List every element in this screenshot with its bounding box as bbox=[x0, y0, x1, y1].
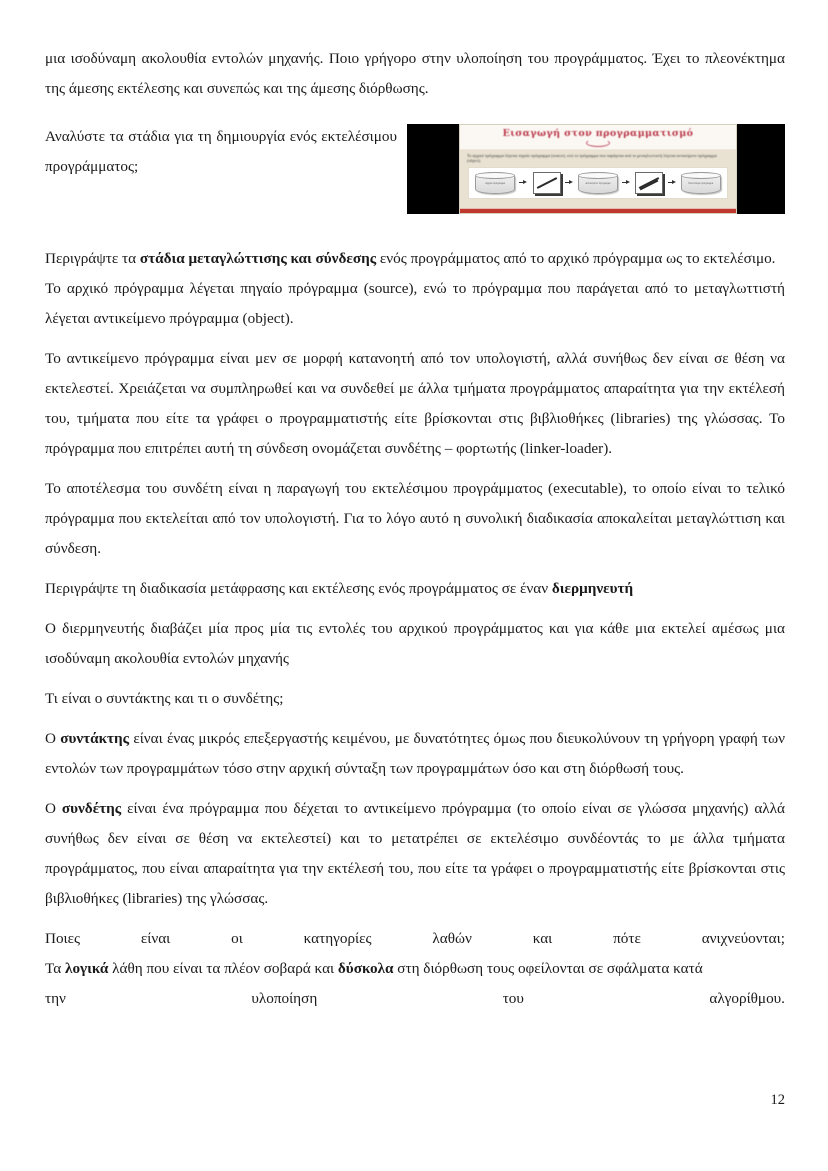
diagram-cylinder-source-label: Αρχικό πρόγραμμα bbox=[485, 181, 506, 185]
spacer bbox=[45, 334, 785, 344]
diagram-cylinder-object bbox=[578, 172, 618, 194]
page-content bbox=[45, 44, 785, 1014]
paragraph-11-lead: Ο bbox=[45, 800, 62, 817]
question-word: λαθών bbox=[432, 930, 472, 947]
letterbox-bar-left bbox=[407, 124, 459, 214]
question-word: κατηγορίες bbox=[303, 930, 372, 947]
spacer bbox=[45, 914, 785, 924]
paragraph-7-emphasis: διερμηνευτή bbox=[551, 580, 634, 597]
paragraph-3-emphasis: στάδια μεταγλώττισης και σύνδεσης bbox=[139, 250, 377, 267]
spacer bbox=[45, 604, 785, 614]
diagram-cylinder-executable-label: Εκτελέσιμο πρόγραμμα bbox=[688, 181, 714, 185]
spacer bbox=[45, 218, 785, 244]
question-word: πότε bbox=[613, 930, 641, 947]
paragraph-13-emphasis-logical: λογικά bbox=[65, 960, 109, 977]
embedded-slide-image bbox=[407, 124, 785, 214]
paragraph-2: Αναλύστε τα στάδια για τη δημιουργία ενός εκτελέσιμου προγράμματος; bbox=[45, 128, 397, 175]
slide-diagram bbox=[468, 167, 728, 199]
letterbox-bar-right bbox=[737, 124, 785, 214]
diagram-arrow-icon bbox=[519, 180, 528, 186]
slide-content bbox=[459, 124, 737, 214]
question-word: ανιχνεύονται; bbox=[701, 930, 785, 947]
paragraph-3-lead: Περιγράψτε τα bbox=[45, 250, 140, 267]
diagram-slash-icon bbox=[536, 177, 557, 189]
spacer bbox=[45, 464, 785, 474]
diagram-arrow-icon bbox=[622, 180, 631, 186]
spacer bbox=[45, 674, 785, 684]
paragraph-5: Το αντικείμενο πρόγραμμα είναι μεν σε μορφή κατανοητή από τον υπολογιστή, αλλά συνήθως δεν είναι σε θέση να εκτελεστεί. Χρειάζεται να συμπληρωθεί και να συνδεθεί με άλλα τμήματα προγράμματος απαραίτητα για την εκτέλεσή του, τμήματα που είτε τα γράφει ο προγραμματιστής είτε βρίσκονται στις βιβλιοθήκες (libraries) της γλώσσας. Το πρόγραμμα που επιτρέπει αυτή τη σύνδεση ονομάζεται συνδέτης – φορτωτής (linker-loader). bbox=[45, 350, 785, 457]
paragraph-13-emphasis-difficult: δύσκολα bbox=[337, 960, 394, 977]
question-word: οι bbox=[231, 930, 243, 947]
question-word: είναι bbox=[140, 930, 171, 947]
diagram-box-compiler bbox=[533, 172, 561, 194]
slide-title-underline-icon bbox=[586, 139, 610, 147]
paragraph-11 bbox=[45, 794, 785, 914]
question-word: και bbox=[532, 930, 553, 947]
spread-word: την bbox=[45, 990, 66, 1007]
diagram-arrow-icon bbox=[565, 180, 574, 186]
page-number: 12 bbox=[770, 1092, 785, 1108]
paragraph-12-question-line bbox=[45, 924, 785, 954]
diagram-arrow-icon bbox=[668, 180, 677, 186]
paragraph-13-mid: λάθη που είναι τα πλέον σοβαρά και bbox=[108, 960, 338, 977]
slide-title: Εισαγωγή στον προγραμματισμό bbox=[502, 128, 694, 139]
spacer bbox=[45, 714, 785, 724]
paragraph-10-lead: Ο bbox=[45, 730, 61, 747]
diagram-cylinder-object-label: Αντικείμενο πρόγραμμα bbox=[585, 181, 611, 185]
paragraph-13-lead: Τα bbox=[45, 960, 65, 977]
paragraph-11-tail: είναι ένα πρόγραμμα που δέχεται το αντικείμενο πρόγραμμα (το οποίο είναι σε γλώσσα μηχανής) αλλά συνήθως δεν είναι σε θέση να εκτελεστεί) και το μετατρέπει σε εκτελέσιμο συνδέοντάς το με άλλα τμήματα προγράμματος, που είναι απαραίτητα για την εκτέλεσή του, που είτε τα γράφει ο προγραμματιστής είτε βρίσκονται στις βιβλιοθήκες (libraries) της γλώσσας. bbox=[45, 800, 785, 907]
paragraph-9: Τι είναι ο συντάκτης και τι ο συνδέτης; bbox=[45, 690, 284, 707]
paragraph-1: μια ισοδύναμη ακολουθία εντολών μηχανής. Ποιο γρήγορο στην υλοποίηση του προγράμματος. Έχει το πλεονέκτημα της άμεσης εκτέλεσης και συνεπώς και της άμεσης διόρθωσης. bbox=[45, 50, 785, 97]
slide-title-bar bbox=[460, 125, 736, 150]
paragraph-8: Ο διερμηνευτής διαβάζει μία προς μία τις εντολές του αρχικού προγράμματος και για κάθε μια εκτελεί αμέσως μια ισοδύναμη ακολουθία εντολών μηχανής bbox=[45, 620, 785, 667]
paragraph-13 bbox=[45, 954, 785, 984]
paragraph-10 bbox=[45, 724, 785, 784]
question-word: Ποιες bbox=[45, 930, 81, 947]
paragraph-4: Το αρχικό πρόγραμμα λέγεται πηγαίο πρόγραμμα (source), ενώ το πρόγραμμα που παράγεται από το μεταγλωττιστή λέγεται αντικείμενο πρόγραμμα (object). bbox=[45, 280, 785, 327]
spacer bbox=[45, 564, 785, 574]
image-and-text-block bbox=[45, 122, 785, 218]
slide-footer-bar bbox=[460, 208, 736, 213]
paragraph-10-tail: είναι ένας μικρός επεξεργαστής κειμένου, με δυνατότητες όμως που διευκολύνουν τη γρήγορη γραφή των εντολών των προγραμμάτων τόσο στην αρχική σύνταξη των προγραμμάτων όσο και στη διόρθωσή τους. bbox=[45, 730, 785, 777]
paragraph-6: Το αποτέλεσμα του συνδέτη είναι η παραγωγή του εκτελέσιμου προγράμματος (executable), το οποίο είναι το τελικό πρόγραμμα που εκτελείται από τον υπολογιστή. Για το λόγο αυτό η συνολική διαδικασία αποκαλείται μεταγλώττιση και σύνδεση. bbox=[45, 480, 785, 557]
spread-word: υλοποίηση bbox=[251, 990, 318, 1007]
diagram-box-linker bbox=[635, 172, 663, 194]
paragraph-3 bbox=[45, 244, 785, 274]
diagram-cylinder-executable bbox=[681, 172, 721, 194]
spread-word: του bbox=[502, 990, 524, 1007]
paragraph-10-emphasis: συντάκτης bbox=[60, 730, 130, 747]
paragraph-7-lead: Περιγράψτε τη διαδικασία μετάφρασης και εκτέλεσης ενός προγράμματος σε έναν bbox=[45, 580, 552, 597]
paragraph-14-spread-line bbox=[45, 984, 785, 1014]
spacer bbox=[45, 784, 785, 794]
spacer bbox=[45, 104, 785, 122]
paragraph-3-tail: ενός προγράμματος από το αρχικό πρόγραμμα ως το εκτελέσιμο. bbox=[376, 250, 776, 267]
slide-body-text: Το αρχικό πρόγραμμα λέγεται πηγαίο πρόγραμμα (source), ενώ το πρόγραμμα που παράγεται από το μεταγλωττιστή λέγεται αντικείμενο πρόγραμμα (object). bbox=[467, 153, 717, 164]
spread-word: αλγορίθμου. bbox=[709, 990, 785, 1007]
paragraph-7 bbox=[45, 574, 785, 604]
diagram-cylinder-source bbox=[475, 172, 515, 194]
paragraph-13-tail: στη διόρθωση τους οφείλονται σε σφάλματα κατά bbox=[393, 960, 703, 977]
paragraph-11-emphasis: συνδέτης bbox=[61, 800, 122, 817]
